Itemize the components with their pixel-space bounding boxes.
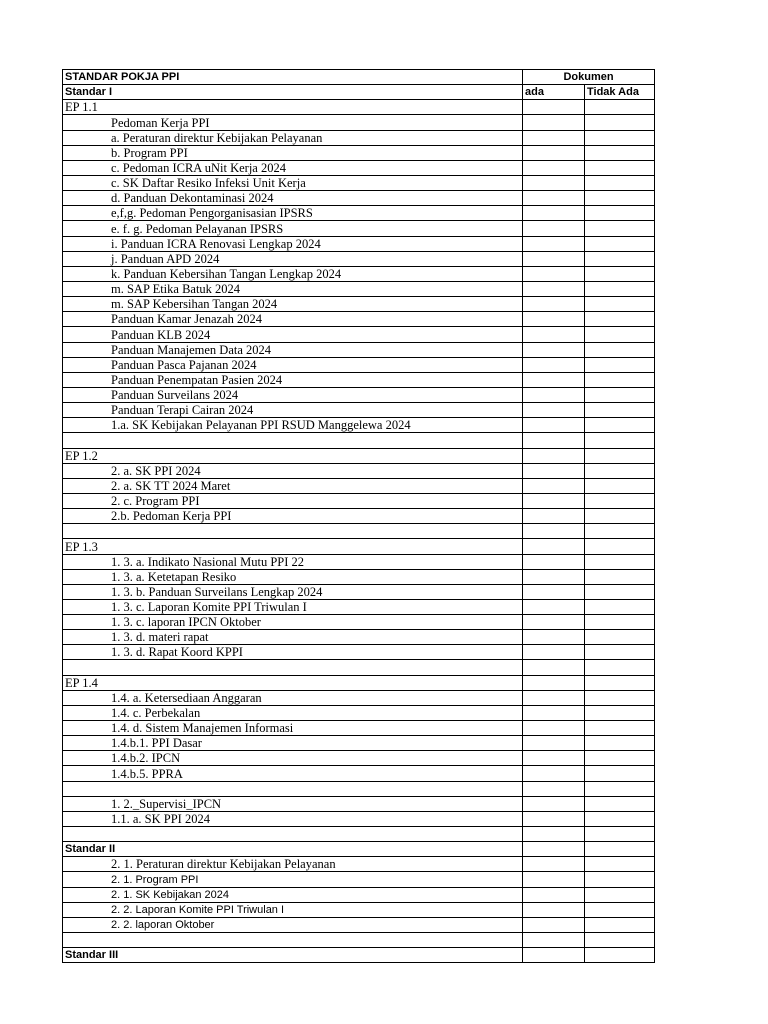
ada-cell — [523, 645, 585, 660]
ada-cell — [523, 281, 585, 296]
tidak-ada-cell — [585, 554, 655, 569]
table-row — [63, 463, 655, 478]
table-row — [63, 675, 655, 690]
standar-heading: Standar III — [63, 948, 523, 963]
tidak-ada-cell — [585, 448, 655, 463]
tidak-ada-cell — [585, 312, 655, 327]
document-item: 1. 3. b. Panduan Surveilans Lengkap 2024 — [63, 584, 523, 599]
table-row — [63, 842, 655, 857]
document-item: m. SAP Etika Batuk 2024 — [63, 281, 523, 296]
table-row — [63, 297, 655, 312]
tidak-ada-cell — [585, 675, 655, 690]
document-item: 1.a. SK Kebijakan Pelayanan PPI RSUD Manggelewa 2024 — [63, 418, 523, 433]
table-row — [63, 191, 655, 206]
ada-cell — [523, 948, 585, 963]
header-row-title — [63, 70, 655, 85]
ada-cell — [523, 857, 585, 872]
table-row — [63, 705, 655, 720]
table-row — [63, 584, 655, 599]
document-item: Panduan Kamar Jenazah 2024 — [63, 312, 523, 327]
document-item: 1.4.b.1. PPI Dasar — [63, 736, 523, 751]
table-row — [63, 751, 655, 766]
tidak-ada-cell — [585, 403, 655, 418]
tidak-ada-cell — [585, 221, 655, 236]
table-title: STANDAR POKJA PPI — [63, 70, 523, 85]
document-item: e. f. g. Pedoman Pelayanan IPSRS — [63, 221, 523, 236]
table-row — [63, 478, 655, 493]
standar-heading: Standar II — [63, 842, 523, 857]
table-row — [63, 221, 655, 236]
tidak-ada-header: Tidak Ada — [585, 85, 655, 100]
table-row — [63, 206, 655, 221]
document-item: j. Panduan APD 2024 — [63, 251, 523, 266]
ada-cell — [523, 584, 585, 599]
document-item: 1. 3. c. Laporan Komite PPI Triwulan I — [63, 599, 523, 614]
tidak-ada-cell — [585, 463, 655, 478]
table-row — [63, 917, 655, 932]
ada-cell — [523, 524, 585, 539]
tidak-ada-cell — [585, 418, 655, 433]
ada-cell — [523, 630, 585, 645]
tidak-ada-cell — [585, 266, 655, 281]
tidak-ada-cell — [585, 660, 655, 675]
tidak-ada-cell — [585, 130, 655, 145]
ada-cell — [523, 327, 585, 342]
tidak-ada-cell — [585, 251, 655, 266]
tidak-ada-cell — [585, 842, 655, 857]
tidak-ada-cell — [585, 599, 655, 614]
document-item: 1. 3. a. Indikato Nasional Mutu PPI 22 — [63, 554, 523, 569]
tidak-ada-cell — [585, 584, 655, 599]
table-row — [63, 736, 655, 751]
ada-cell — [523, 569, 585, 584]
table-row — [63, 418, 655, 433]
document-item: 2. a. SK TT 2024 Maret — [63, 478, 523, 493]
document-item: 2. 1. Program PPI — [63, 872, 523, 887]
table-row — [63, 251, 655, 266]
blank-cell — [63, 524, 523, 539]
table-row — [63, 372, 655, 387]
ada-cell — [523, 902, 585, 917]
ada-cell — [523, 751, 585, 766]
blank-row — [63, 524, 655, 539]
tidak-ada-cell — [585, 433, 655, 448]
tidak-ada-cell — [585, 327, 655, 342]
document-item: 1.1. a. SK PPI 2024 — [63, 811, 523, 826]
blank-cell — [63, 933, 523, 948]
ada-cell — [523, 221, 585, 236]
document-item: d. Panduan Dekontaminasi 2024 — [63, 191, 523, 206]
tidak-ada-cell — [585, 781, 655, 796]
document-item: 1.4. a. Ketersediaan Anggaran — [63, 690, 523, 705]
document-item: 1.4.b.2. IPCN — [63, 751, 523, 766]
document-item: Panduan Surveilans 2024 — [63, 387, 523, 402]
document-item: e,f,g. Pedoman Pengorganisasian IPSRS — [63, 206, 523, 221]
document-item: c. SK Daftar Resiko Infeksi Unit Kerja — [63, 175, 523, 190]
table-row — [63, 539, 655, 554]
ada-cell — [523, 236, 585, 251]
table-row — [63, 387, 655, 402]
tidak-ada-cell — [585, 736, 655, 751]
document-item: 1.4. c. Perbekalan — [63, 705, 523, 720]
table-row — [63, 403, 655, 418]
ada-cell — [523, 403, 585, 418]
tidak-ada-cell — [585, 191, 655, 206]
dokumen-header: Dokumen — [523, 70, 655, 85]
document-item: 2.b. Pedoman Kerja PPI — [63, 509, 523, 524]
ada-cell — [523, 766, 585, 781]
document-item: Panduan Manajemen Data 2024 — [63, 342, 523, 357]
document-item: 2. 2. Laporan Komite PPI Triwulan I — [63, 902, 523, 917]
ada-cell — [523, 463, 585, 478]
document-item: 1.4. d. Sistem Manajemen Informasi — [63, 721, 523, 736]
ep-heading: EP 1.3 — [63, 539, 523, 554]
document-item: a. Peraturan direktur Kebijakan Pelayanan — [63, 130, 523, 145]
tidak-ada-cell — [585, 100, 655, 115]
tidak-ada-cell — [585, 236, 655, 251]
ada-cell — [523, 433, 585, 448]
document-item: 1.4.b.5. PPRA — [63, 766, 523, 781]
ada-cell — [523, 418, 585, 433]
table-row — [63, 327, 655, 342]
ada-cell — [523, 297, 585, 312]
table-row — [63, 145, 655, 160]
tidak-ada-cell — [585, 615, 655, 630]
blank-cell — [63, 660, 523, 675]
table-row — [63, 857, 655, 872]
document-item: Panduan Terapi Cairan 2024 — [63, 403, 523, 418]
blank-row — [63, 433, 655, 448]
ada-cell — [523, 721, 585, 736]
ada-cell — [523, 175, 585, 190]
document-item: 2. 1. Peraturan direktur Kebijakan Pelayanan — [63, 857, 523, 872]
ada-cell — [523, 160, 585, 175]
ep-heading: EP 1.2 — [63, 448, 523, 463]
ada-cell — [523, 357, 585, 372]
ada-cell — [523, 796, 585, 811]
document-item: i. Panduan ICRA Renovasi Lengkap 2024 — [63, 236, 523, 251]
ada-cell — [523, 191, 585, 206]
ada-cell — [523, 539, 585, 554]
ada-cell — [523, 554, 585, 569]
ada-cell — [523, 933, 585, 948]
tidak-ada-cell — [585, 705, 655, 720]
blank-row — [63, 827, 655, 842]
table-row — [63, 312, 655, 327]
table-row — [63, 766, 655, 781]
document-item: 1. 2._Supervisi_IPCN — [63, 796, 523, 811]
ada-cell — [523, 372, 585, 387]
ada-cell — [523, 100, 585, 115]
table-row — [63, 690, 655, 705]
document-item: m. SAP Kebersihan Tangan 2024 — [63, 297, 523, 312]
ada-cell — [523, 842, 585, 857]
ada-cell — [523, 387, 585, 402]
ada-cell — [523, 675, 585, 690]
document-item: Pedoman Kerja PPI — [63, 115, 523, 130]
tidak-ada-cell — [585, 387, 655, 402]
ada-cell — [523, 872, 585, 887]
table-row — [63, 554, 655, 569]
table-row — [63, 599, 655, 614]
tidak-ada-cell — [585, 645, 655, 660]
tidak-ada-cell — [585, 872, 655, 887]
ada-cell — [523, 342, 585, 357]
tidak-ada-cell — [585, 524, 655, 539]
document-item: 1. 3. d. materi rapat — [63, 630, 523, 645]
ada-cell — [523, 736, 585, 751]
ep-heading: EP 1.1 — [63, 100, 523, 115]
table-row — [63, 448, 655, 463]
table-row — [63, 281, 655, 296]
table-row — [63, 357, 655, 372]
blank-row — [63, 933, 655, 948]
table-row — [63, 721, 655, 736]
tidak-ada-cell — [585, 281, 655, 296]
tidak-ada-cell — [585, 509, 655, 524]
header-row-columns — [63, 85, 655, 100]
document-table — [62, 69, 655, 963]
table-row — [63, 493, 655, 508]
table-row — [63, 615, 655, 630]
ada-cell — [523, 206, 585, 221]
ada-cell — [523, 827, 585, 842]
ada-cell — [523, 615, 585, 630]
tidak-ada-cell — [585, 948, 655, 963]
table-row — [63, 100, 655, 115]
ada-cell — [523, 781, 585, 796]
ada-cell — [523, 690, 585, 705]
ada-cell — [523, 478, 585, 493]
tidak-ada-cell — [585, 175, 655, 190]
tidak-ada-cell — [585, 478, 655, 493]
ada-cell — [523, 509, 585, 524]
blank-cell — [63, 781, 523, 796]
document-item: 2. a. SK PPI 2024 — [63, 463, 523, 478]
document-item: 1. 3. c. laporan IPCN Oktober — [63, 615, 523, 630]
ada-cell — [523, 811, 585, 826]
table-row — [63, 630, 655, 645]
ada-cell — [523, 312, 585, 327]
tidak-ada-cell — [585, 721, 655, 736]
table-row — [63, 115, 655, 130]
ada-cell — [523, 660, 585, 675]
table-row — [63, 509, 655, 524]
tidak-ada-cell — [585, 493, 655, 508]
document-item: 2. 2. laporan Oktober — [63, 917, 523, 932]
document-item: c. Pedoman ICRA uNit Kerja 2024 — [63, 160, 523, 175]
tidak-ada-cell — [585, 917, 655, 932]
table-row — [63, 811, 655, 826]
document-item: Panduan Pasca Pajanan 2024 — [63, 357, 523, 372]
ada-header: ada — [523, 85, 585, 100]
tidak-ada-cell — [585, 887, 655, 902]
document-item: 2. 1. SK Kebijakan 2024 — [63, 887, 523, 902]
table-row — [63, 130, 655, 145]
document-item: 1. 3. a. Ketetapan Resiko — [63, 569, 523, 584]
document-item: Panduan KLB 2024 — [63, 327, 523, 342]
table-row — [63, 872, 655, 887]
ada-cell — [523, 145, 585, 160]
blank-cell — [63, 827, 523, 842]
ada-cell — [523, 917, 585, 932]
ada-cell — [523, 448, 585, 463]
ada-cell — [523, 493, 585, 508]
table-row — [63, 236, 655, 251]
tidak-ada-cell — [585, 751, 655, 766]
tidak-ada-cell — [585, 690, 655, 705]
blank-cell — [63, 433, 523, 448]
tidak-ada-cell — [585, 342, 655, 357]
ada-cell — [523, 130, 585, 145]
table-row — [63, 887, 655, 902]
blank-row — [63, 781, 655, 796]
table-row — [63, 948, 655, 963]
table-row — [63, 902, 655, 917]
tidak-ada-cell — [585, 145, 655, 160]
table-row — [63, 645, 655, 660]
tidak-ada-cell — [585, 297, 655, 312]
tidak-ada-cell — [585, 160, 655, 175]
tidak-ada-cell — [585, 357, 655, 372]
table-row — [63, 266, 655, 281]
standar-label: Standar I — [63, 85, 523, 100]
ada-cell — [523, 266, 585, 281]
document-item: 1. 3. d. Rapat Koord KPPI — [63, 645, 523, 660]
tidak-ada-cell — [585, 811, 655, 826]
ada-cell — [523, 599, 585, 614]
ada-cell — [523, 251, 585, 266]
tidak-ada-cell — [585, 827, 655, 842]
tidak-ada-cell — [585, 539, 655, 554]
table-row — [63, 569, 655, 584]
tidak-ada-cell — [585, 115, 655, 130]
ada-cell — [523, 705, 585, 720]
ep-heading: EP 1.4 — [63, 675, 523, 690]
document-item: b. Program PPI — [63, 145, 523, 160]
tidak-ada-cell — [585, 796, 655, 811]
table-row — [63, 342, 655, 357]
tidak-ada-cell — [585, 766, 655, 781]
document-item: k. Panduan Kebersihan Tangan Lengkap 2024 — [63, 266, 523, 281]
ada-cell — [523, 887, 585, 902]
table-row — [63, 175, 655, 190]
tidak-ada-cell — [585, 933, 655, 948]
table-row — [63, 160, 655, 175]
tidak-ada-cell — [585, 206, 655, 221]
tidak-ada-cell — [585, 569, 655, 584]
tidak-ada-cell — [585, 857, 655, 872]
tidak-ada-cell — [585, 372, 655, 387]
tidak-ada-cell — [585, 630, 655, 645]
table-row — [63, 796, 655, 811]
ada-cell — [523, 115, 585, 130]
document-item: Panduan Penempatan Pasien 2024 — [63, 372, 523, 387]
document-item: 2. c. Program PPI — [63, 493, 523, 508]
tidak-ada-cell — [585, 902, 655, 917]
blank-row — [63, 660, 655, 675]
